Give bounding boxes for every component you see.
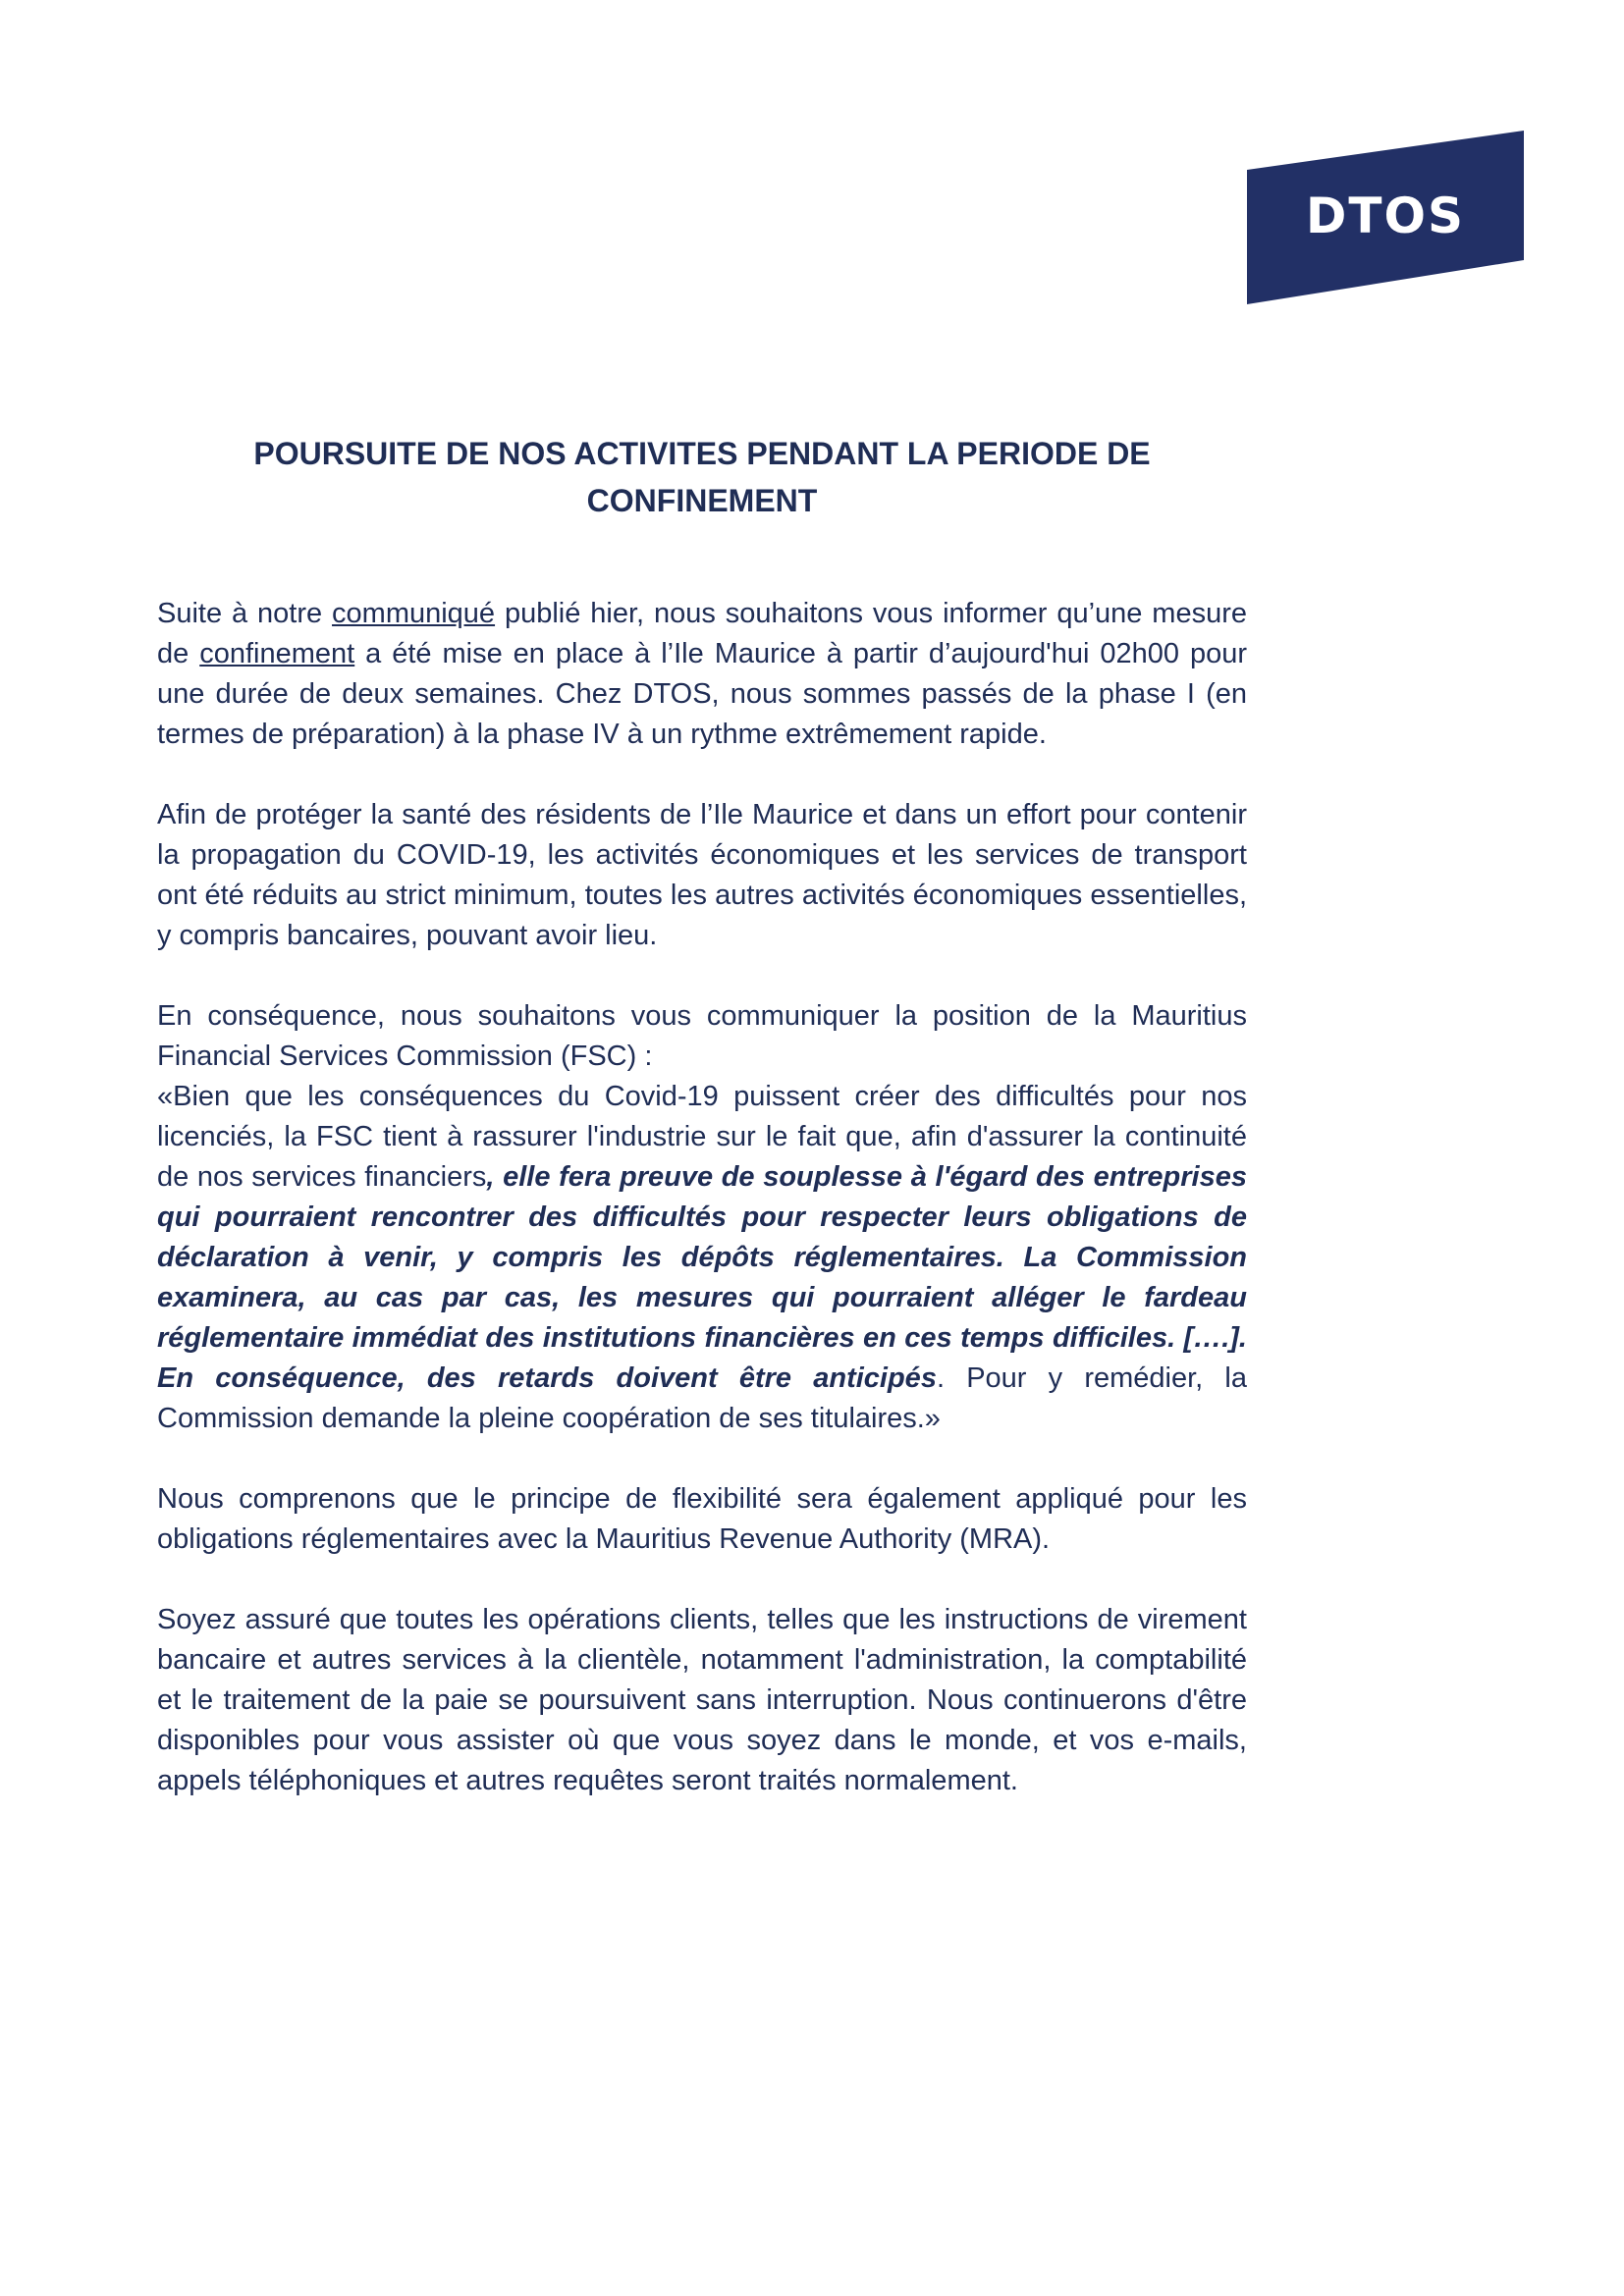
paragraph-intro-text-3: a été mise en place à l’Ile Maurice à partir d’aujourd'hui 02h00 pour une durée de deux semaines. Chez DTOS, nous sommes passés de la phase I (en termes de préparation) à la phase IV à un rythme extrêmement rapide. <box>157 638 1248 750</box>
quote-start: «Bien que les conséquences du Covid-19 puissent créer des difficultés pour nos licenciés, la FSC tient à rassurer l'industrie sur le fait que, afin d'assurer la continuité de nos services financiers <box>157 1081 1247 1193</box>
quote-emphasis: , elle fera preuve de souplesse à l'égard des entreprises qui pourraient rencontrer des difficultés pour respecter leurs obligations de déclaration à venir, y compris les dépôts réglementaires. La Commission examinera, au cas par cas, les mesures qui pourraient alléger le fardeau réglementaire immédiat des institutions financières en ces temps difficiles. [….]. En conséquence, des retards doivent être anticipés <box>157 1161 1248 1394</box>
confinement-link[interactable]: confinement <box>199 638 355 669</box>
title-line-2: CONFINEMENT <box>586 483 818 518</box>
paragraph-intro <box>157 594 1247 755</box>
paragraph-operations: Soyez assuré que toutes les opérations clients, telles que les instructions de virement bancaire et autres services à la clientèle, notamment l'administration, la comptabilité et le traitement de la paie se poursuivent sans interruption. Nous continuerons d'être disponibles pour vous assister où que vous soyez dans le monde, et vos e-mails, appels téléphoniques et autres requêtes seront traités normalement. <box>157 1604 1247 1796</box>
paragraph-fsc-intro: En conséquence, nous souhaitons vous communiquer la position de la Mauritius Financial Services Commission (FSC) : <box>157 1000 1247 1072</box>
paragraph-intro-text-1: Suite à notre <box>157 598 333 629</box>
paragraph-mra: Nous comprenons que le principe de flexibilité sera également appliqué pour les obligations réglementaires avec la Mauritius Revenue Authority (MRA). <box>157 1483 1247 1555</box>
paragraph-covid-measures: Afin de protéger la santé des résidents de l’Ile Maurice et dans un effort pour contenir la propagation du COVID-19, les activités économiques et les services de transport ont été réduits au strict minimum, toutes les autres activités économiques essentielles, y compris bancaires, pouvant avoir lieu. <box>157 799 1247 951</box>
paragraph-intro-text-2: publié hier, nous souhaitons vous informer qu’une mesure de <box>157 598 1248 669</box>
dtos-logo <box>1247 131 1524 304</box>
title-line-1: POURSUITE DE NOS ACTIVITES PENDANT LA PERIODE DE <box>253 436 1151 471</box>
document-title <box>157 430 1247 524</box>
logo-text: DTOS <box>1305 187 1466 244</box>
paragraph-fsc-quote <box>157 1077 1247 1439</box>
communique-link[interactable]: communiqué <box>332 598 496 629</box>
document-body <box>157 594 1247 1842</box>
quote-end: . Pour y remédier, la Commission demande la pleine coopération de ses titulaires.» <box>157 1362 1247 1434</box>
